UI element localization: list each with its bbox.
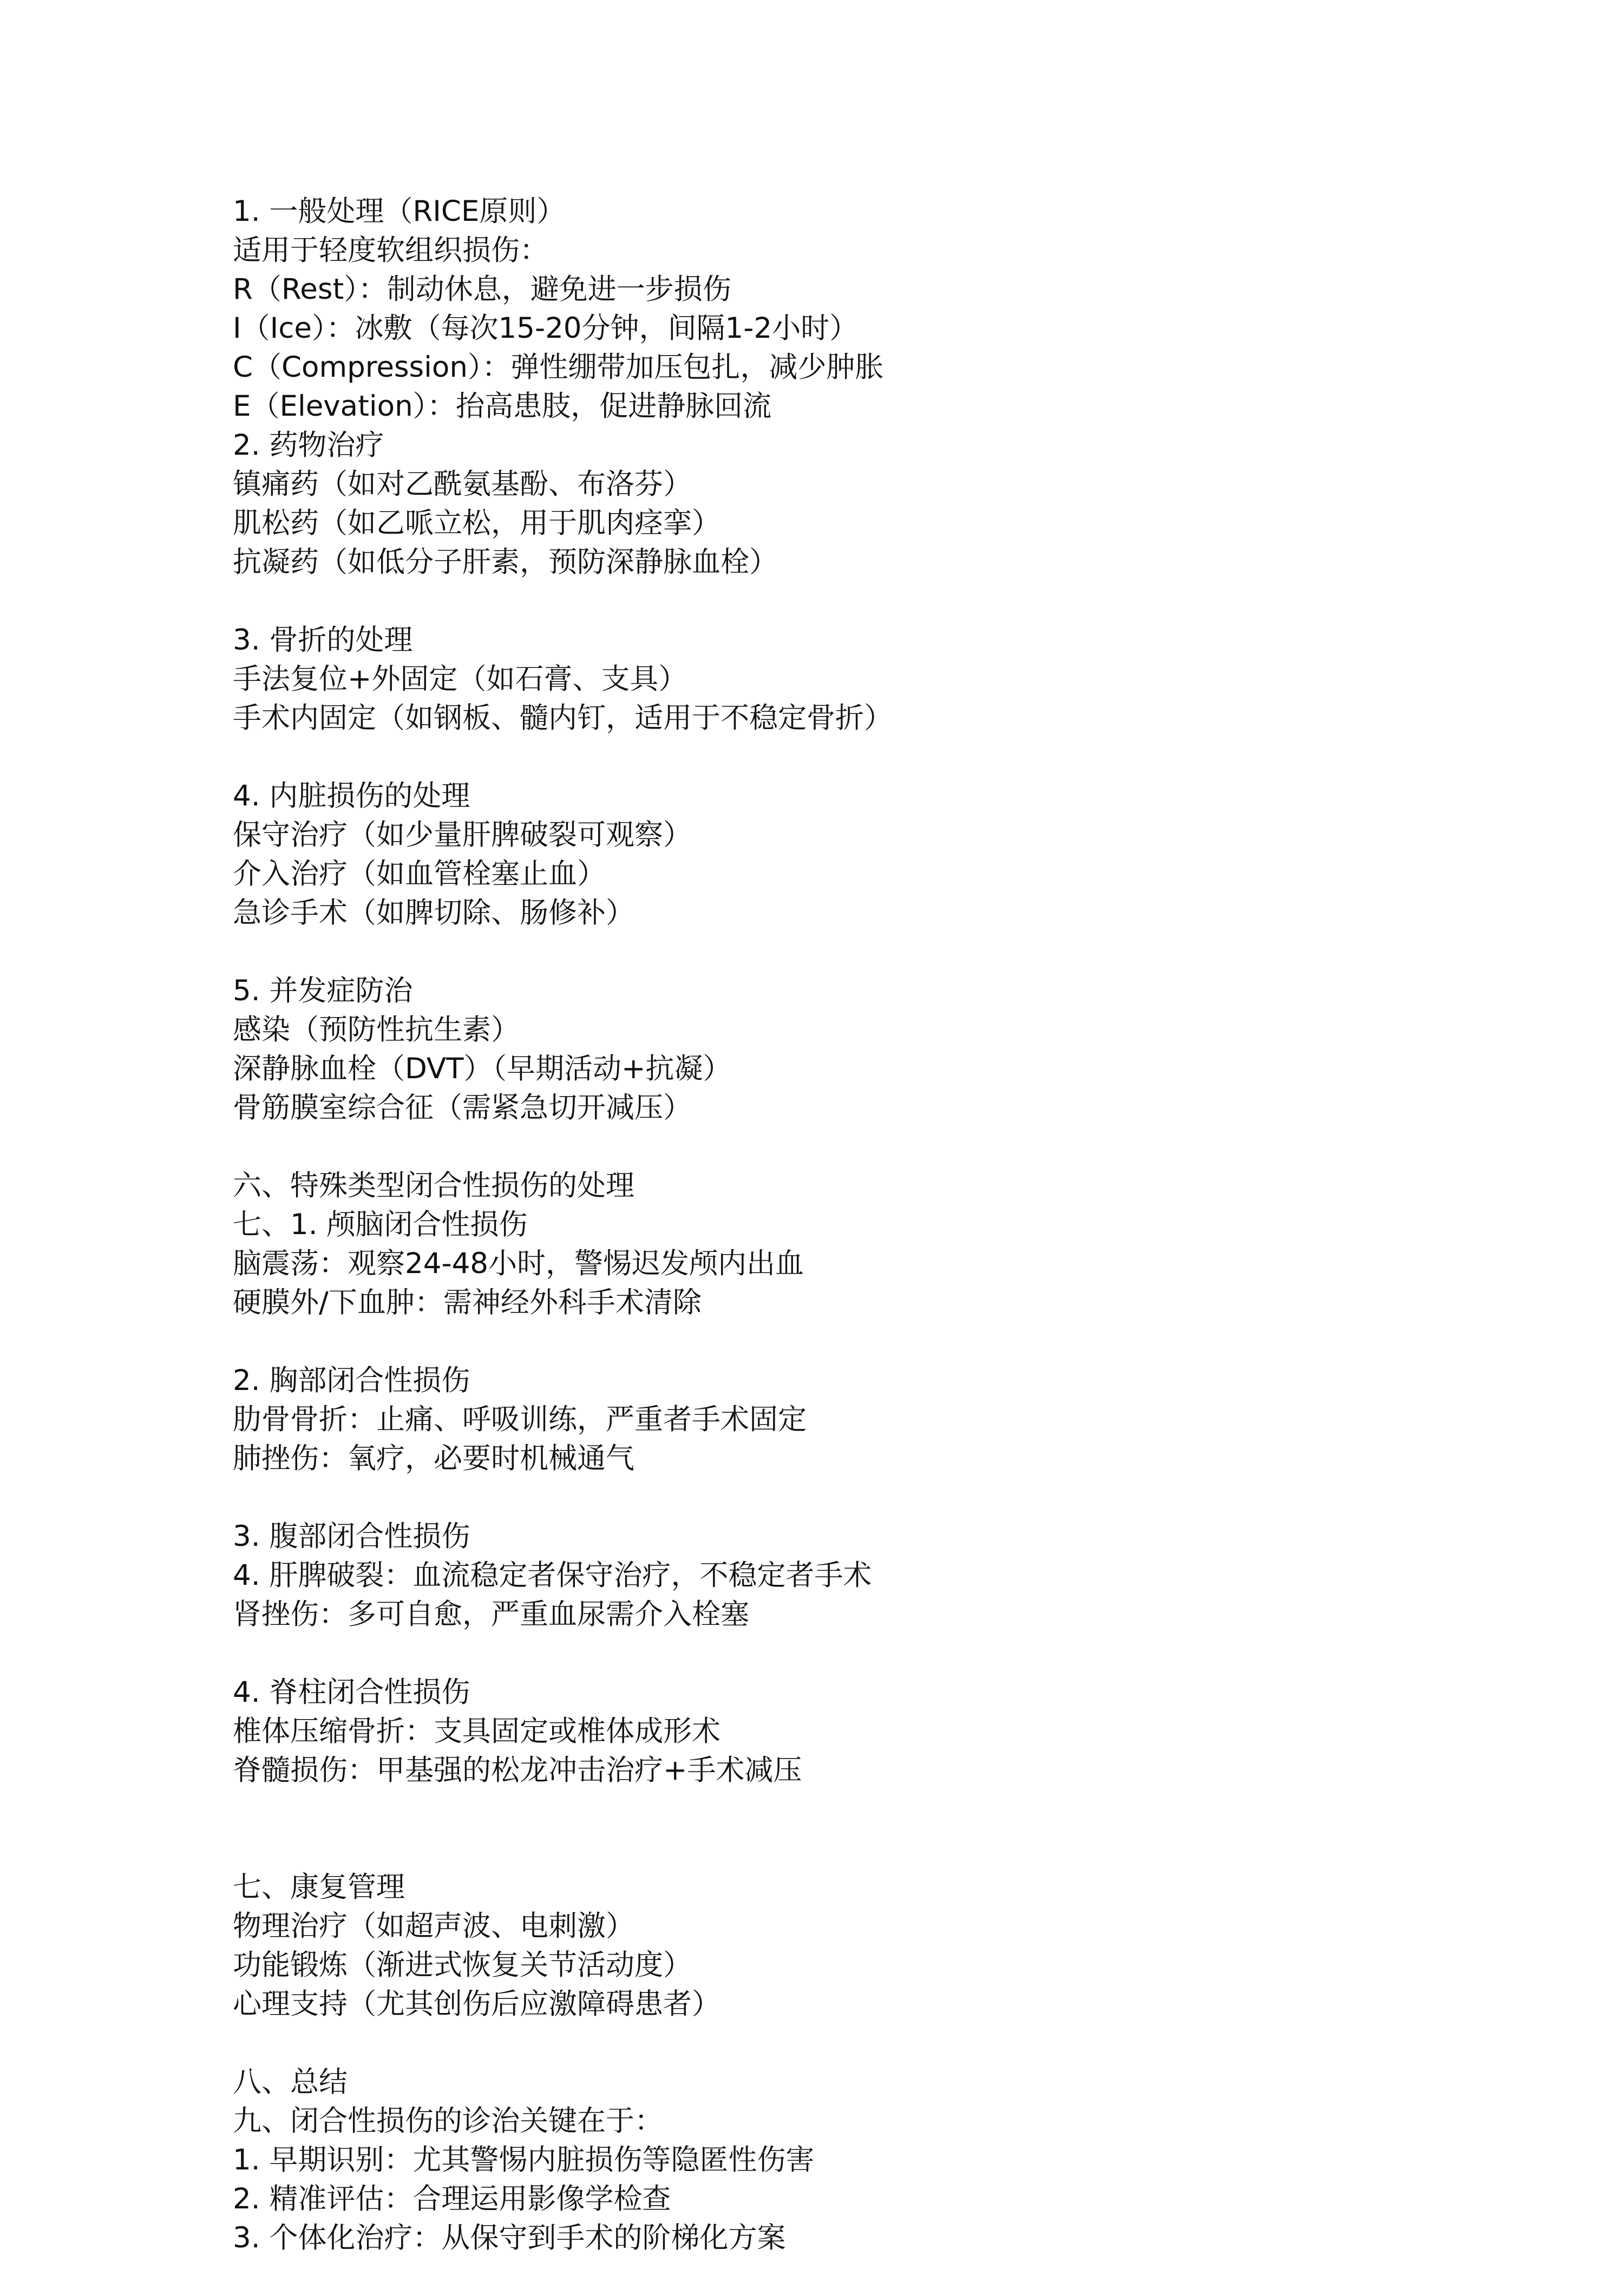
- text-line: 深静脉血栓（DVT）（早期活动+抗凝）: [233, 1052, 732, 1085]
- text-line: 3. 个体化治疗：从保守到手术的阶梯化方案: [233, 2221, 786, 2254]
- text-line: 介入治疗（如血管栓塞止血）: [233, 857, 606, 890]
- text-line: 肋骨骨折：止痛、呼吸训练，严重者手术固定: [233, 1403, 807, 1436]
- text-line: 物理治疗（如超声波、电刺激）: [233, 1910, 634, 1943]
- paragraph-gap: [233, 582, 1532, 621]
- section-heading: 3. 腹部闭合性损伤: [233, 1520, 470, 1553]
- section-heading: 1. 一般处理（RICE原则）: [233, 195, 566, 228]
- text-line: 抗凝药（如低分子肝素，预防深静脉血栓）: [233, 546, 778, 579]
- text-line: 脑震荡：观察24-48小时，警惕迟发颅内出血: [233, 1247, 804, 1280]
- section-heading: 4. 内脏损伤的处理: [233, 779, 470, 812]
- text-line: 脊髓损伤：甲基强的松龙冲击治疗+手术减压: [233, 1754, 802, 1787]
- text-line: C（Compression）：弹性绷带加压包扎，减少肿胀: [233, 351, 884, 384]
- text-line: 肺挫伤：氧疗，必要时机械通气: [233, 1442, 634, 1475]
- text-line: I（Ice）：冰敷（每次15-20分钟，间隔1-2小时）: [233, 312, 859, 345]
- section-heading: 六、特殊类型闭合性损伤的处理: [233, 1169, 634, 1202]
- text-line: 急诊手术（如脾切除、肠修补）: [233, 896, 634, 929]
- section-heading: 2. 药物治疗: [233, 429, 384, 462]
- text-line: 硬膜外/下血肿：需神经外科手术清除: [233, 1286, 702, 1319]
- text-line: 1. 早期识别：尤其警惕内脏损伤等隐匿性伤害: [233, 2143, 815, 2176]
- section-heading: 七、康复管理: [233, 1871, 405, 1904]
- text-line: 4. 肝脾破裂：血流稳定者保守治疗，不稳定者手术: [233, 1559, 872, 1592]
- section-heading: 八、总结: [233, 2066, 348, 2099]
- paragraph-gap: [233, 1127, 1532, 1166]
- section-heading: 3. 骨折的处理: [233, 624, 413, 657]
- paragraph-gap: [233, 738, 1532, 777]
- section-heading: 5. 并发症防治: [233, 974, 413, 1007]
- text-line: 功能锻炼（渐进式恢复关节活动度）: [233, 1949, 692, 1982]
- text-line: 椎体压缩骨折：支具固定或椎体成形术: [233, 1715, 721, 1748]
- text-line: E（Elevation）：抬高患肢，促进静脉回流: [233, 390, 772, 423]
- paragraph-gap: [233, 1634, 1532, 1673]
- text-line: R（Rest）：制动休息，避免进一步损伤: [233, 273, 731, 306]
- paragraph-gap: [233, 1478, 1532, 1517]
- section-heading: 2. 胸部闭合性损伤: [233, 1364, 470, 1397]
- paragraph-gap: [233, 1790, 1532, 1868]
- text-line: 手术内固定（如钢板、髓内钉，适用于不稳定骨折）: [233, 701, 893, 735]
- paragraph-gap: [233, 1322, 1532, 1361]
- paragraph-gap: [233, 933, 1532, 972]
- text-line: 感染（预防性抗生素）: [233, 1013, 520, 1046]
- text-line: 手法复位+外固定（如石膏、支具）: [233, 663, 687, 696]
- text-line: 骨筋膜室综合征（需紧急切开减压）: [233, 1091, 692, 1124]
- text-line: 肾挫伤：多可自愈，严重血尿需介入栓塞: [233, 1598, 749, 1631]
- text-line: 肌松药（如乙哌立松，用于肌肉痉挛）: [233, 507, 721, 540]
- section-heading: 4. 脊柱闭合性损伤: [233, 1676, 470, 1709]
- document-body: [233, 192, 1532, 2258]
- text-line: 适用于轻度软组织损伤：: [233, 234, 548, 267]
- section-heading: 九、闭合性损伤的诊治关键在于：: [233, 2104, 663, 2137]
- text-line: 镇痛药（如对乙酰氨基酚、布洛芬）: [233, 468, 692, 501]
- paragraph-gap: [233, 2024, 1532, 2063]
- text-line: 保守治疗（如少量肝脾破裂可观察）: [233, 818, 692, 851]
- text-line: 心理支持（尤其创伤后应激障碍患者）: [233, 1988, 721, 2021]
- text-line: 2. 精准评估：合理运用影像学检查: [233, 2182, 671, 2215]
- section-heading: 七、1. 颅脑闭合性损伤: [233, 1208, 528, 1241]
